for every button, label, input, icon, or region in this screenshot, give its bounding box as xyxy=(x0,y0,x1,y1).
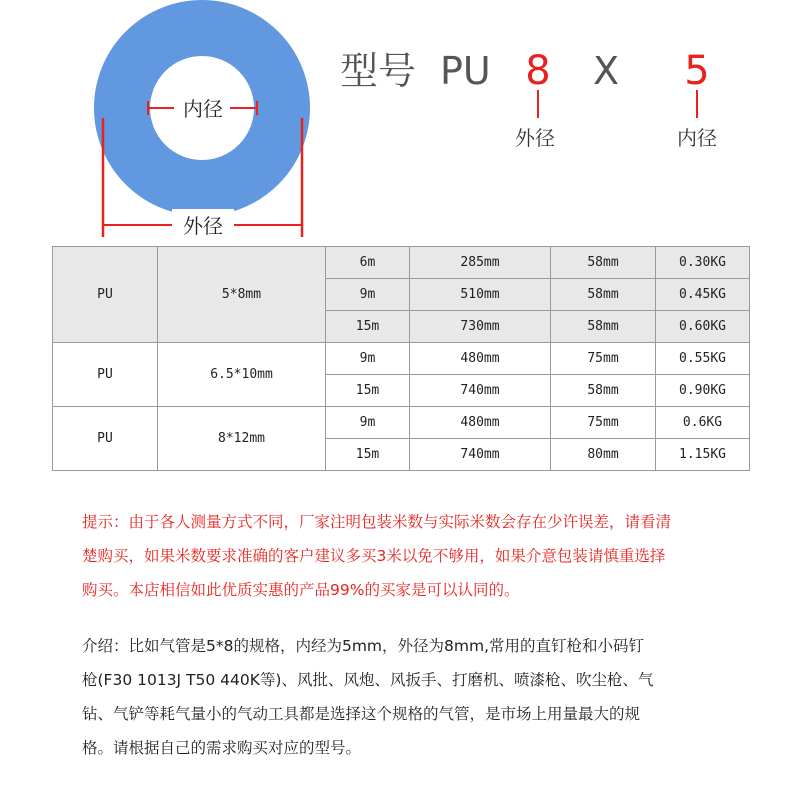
width-cell: 75mm xyxy=(551,343,656,375)
coil-cell: 740mm xyxy=(410,375,551,407)
width-cell: 80mm xyxy=(551,439,656,471)
length-cell: 9m xyxy=(326,407,410,439)
coil-cell: 480mm xyxy=(410,407,551,439)
length-cell: 15m xyxy=(326,439,410,471)
length-cell: 9m xyxy=(326,279,410,311)
material-cell: PU xyxy=(53,343,158,407)
intro-line: 枪(F30 1013J T50 440K等)、风批、风炮、风扳手、打磨机、喷漆枪、吹尘枪、气 xyxy=(82,671,654,689)
model-prefix: 型号 xyxy=(340,49,417,93)
tip-line: 楚购买，如果米数要求准确的客户建议多买3米以免不够用，如果介意包装请慎重选择 xyxy=(82,547,666,565)
length-cell: 15m xyxy=(326,375,410,407)
weight-cell: 0.90KG xyxy=(656,375,750,407)
model-designation xyxy=(340,48,717,150)
model-material: PU xyxy=(440,49,491,93)
inner-diameter-label: 内径 xyxy=(183,97,223,121)
intro-line: 介绍：比如气管是5*8的规格，内经为5mm，外径为8mm,常用的直钉枪和小码钉 xyxy=(82,637,645,655)
weight-cell: 0.45KG xyxy=(656,279,750,311)
tip-line: 购买。本店相信如此优质实惠的产品99%的买家是可以认同的。 xyxy=(82,581,520,599)
width-cell: 58mm xyxy=(551,375,656,407)
inner-diameter-marker xyxy=(148,94,257,122)
weight-cell: 0.6KG xyxy=(656,407,750,439)
tip-paragraph xyxy=(82,505,752,607)
length-cell: 15m xyxy=(326,311,410,343)
weight-cell: 0.60KG xyxy=(656,311,750,343)
coil-cell: 480mm xyxy=(410,343,551,375)
length-cell: 9m xyxy=(326,343,410,375)
model-outer-caption: 外径 xyxy=(515,126,555,150)
coil-cell: 510mm xyxy=(410,279,551,311)
table-row xyxy=(53,343,750,375)
tip-line: 提示：由于各人测量方式不同，厂家注明包装米数与实际米数会存在少许误差，请看清 xyxy=(82,513,672,531)
size-cell: 8*12mm xyxy=(158,407,326,471)
intro-line: 钻、气铲等耗气量小的气动工具都是选择这个规格的气管，是市场上用量最大的规 xyxy=(82,705,641,723)
intro-paragraph xyxy=(82,629,752,765)
model-outer-value: 8 xyxy=(525,48,551,94)
width-cell: 58mm xyxy=(551,311,656,343)
table-row xyxy=(53,407,750,439)
coil-cell: 285mm xyxy=(410,247,551,279)
intro-line: 格。请根据自己的需求购买对应的型号。 xyxy=(82,739,362,757)
weight-cell: 0.55KG xyxy=(656,343,750,375)
model-inner-caption: 内径 xyxy=(677,126,717,150)
model-inner-value: 5 xyxy=(684,48,710,94)
table-row xyxy=(53,247,750,279)
material-cell: PU xyxy=(53,247,158,343)
width-cell: 58mm xyxy=(551,247,656,279)
tube-diagram xyxy=(0,0,800,245)
size-cell: 5*8mm xyxy=(158,247,326,343)
spec-table xyxy=(52,246,750,471)
model-separator: X xyxy=(592,49,620,93)
outer-diameter-label: 外径 xyxy=(183,214,223,238)
width-cell: 58mm xyxy=(551,279,656,311)
material-cell: PU xyxy=(53,407,158,471)
coil-cell: 740mm xyxy=(410,439,551,471)
width-cell: 75mm xyxy=(551,407,656,439)
weight-cell: 0.30KG xyxy=(656,247,750,279)
length-cell: 6m xyxy=(326,247,410,279)
size-cell: 6.5*10mm xyxy=(158,343,326,407)
coil-cell: 730mm xyxy=(410,311,551,343)
weight-cell: 1.15KG xyxy=(656,439,750,471)
